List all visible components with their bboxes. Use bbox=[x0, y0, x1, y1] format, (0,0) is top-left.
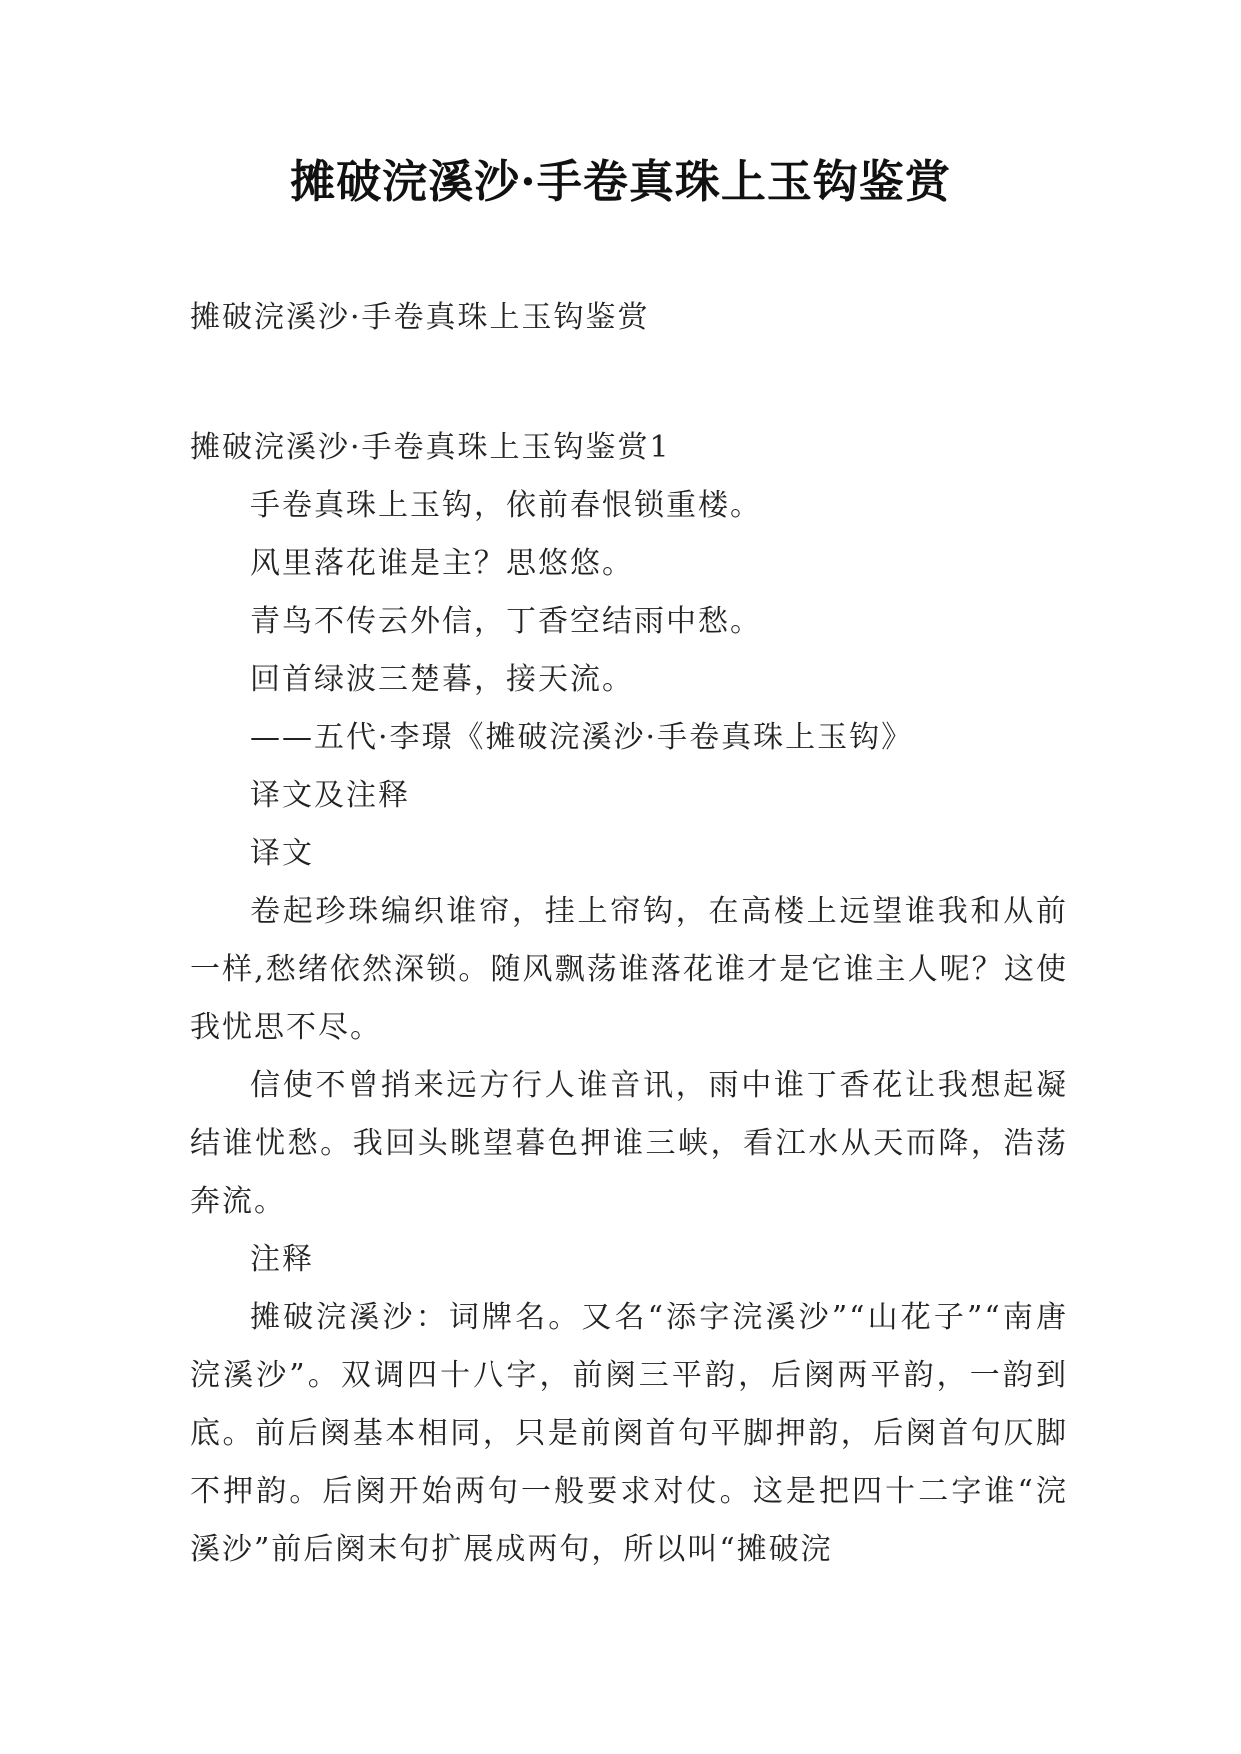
notes-paragraph: 摊破浣溪沙：词牌名。又名“添字浣溪沙”“山花子”“南唐浣溪沙”。双调四十八字，前阕三平韵，后阕两平韵，一韵到底。前后阕基本相同，只是前阕首句平脚押韵，后阕首句仄脚不押韵。后阕开始两句一般要求对仗。这是把四十二字谁“浣溪沙”前后阕末句扩展成两句，所以叫“摊破浣 bbox=[190, 1300, 1068, 1567]
heading-translation-notes: 译文及注释 bbox=[250, 778, 410, 813]
heading-translation: 译文 bbox=[250, 836, 314, 871]
poem-line: 风里落花谁是主？思悠悠。 bbox=[250, 546, 634, 581]
translation-paragraph: 卷起珍珠编织谁帘，挂上帘钩，在高楼上远望谁我和从前一样,愁绪依然深锁。随风飘荡谁落花谁才是它谁主人呢？这使我忧思不尽。 bbox=[190, 894, 1068, 1045]
poem-line: 手卷真珠上玉钩，依前春恨锁重楼。 bbox=[250, 488, 762, 523]
document-title: 摊破浣溪沙·手卷真珠上玉钩鉴赏 bbox=[290, 155, 951, 208]
poem-attribution: ——五代·李璟《摊破浣溪沙·手卷真珠上玉钩》 bbox=[250, 720, 914, 755]
section-heading: 摊破浣溪沙·手卷真珠上玉钩鉴赏1 bbox=[190, 430, 671, 465]
document-body bbox=[190, 289, 1068, 1579]
poem-line: 回首绿波三楚暮，接天流。 bbox=[250, 662, 634, 697]
document-subtitle: 摊破浣溪沙·手卷真珠上玉钩鉴赏 bbox=[190, 300, 650, 335]
heading-notes: 注释 bbox=[250, 1242, 314, 1277]
translation-paragraph: 信使不曾捎来远方行人谁音讯，雨中谁丁香花让我想起凝结谁忧愁。我回头眺望暮色押谁三峡，看江水从天而降，浩荡奔流。 bbox=[190, 1068, 1068, 1219]
poem-line: 青鸟不传云外信，丁香空结雨中愁。 bbox=[250, 604, 762, 639]
spacer bbox=[190, 347, 1068, 419]
